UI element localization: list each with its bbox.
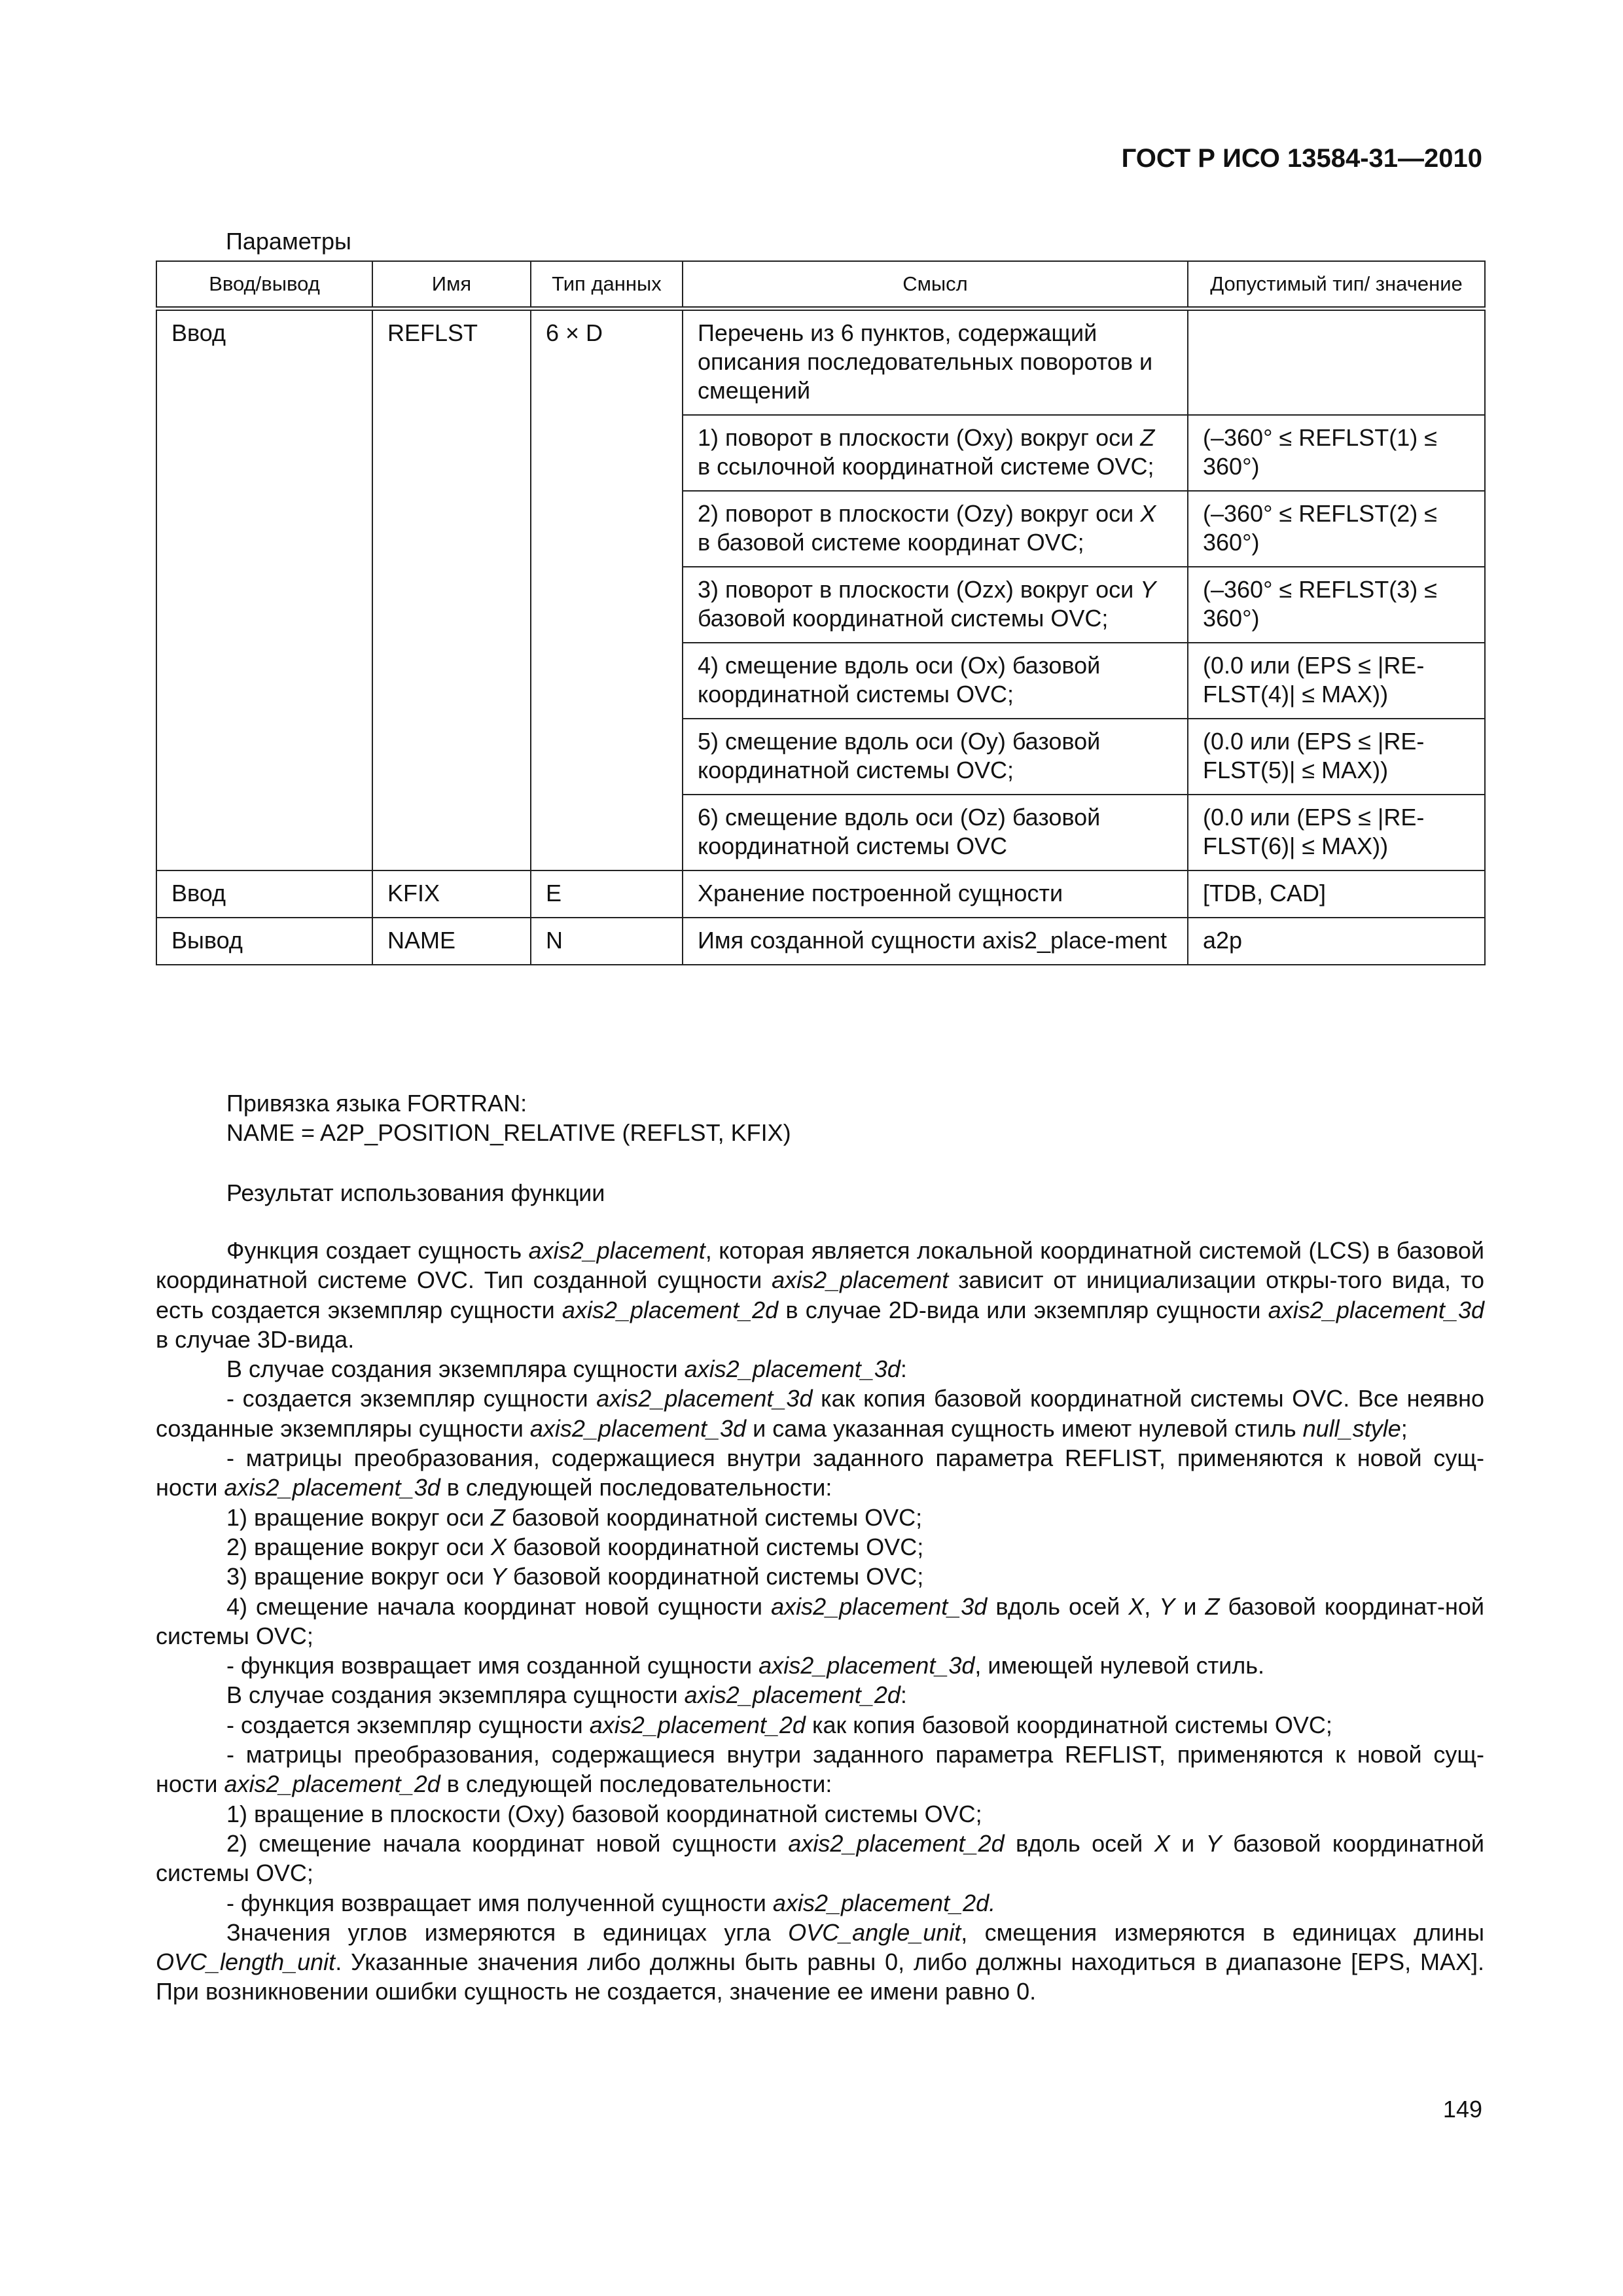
- cell-value: (0.0 или (EPS ≤ |RE-FLST(4)| ≤ MAX)): [1188, 643, 1485, 719]
- cell-value: [1188, 309, 1485, 416]
- table-row: [156, 567, 1485, 643]
- paragraph: 4) смещение начала координат новой сущности axis2_placement_3d вдоль осей X, Y и Z базовой координат-ной системы OVC;: [156, 1592, 1484, 1649]
- fortran-call: NAME = A2P_POSITION_RELATIVE (REFLST, KFIX): [226, 1119, 791, 1147]
- paragraph: 2) смещение начала координат новой сущности axis2_placement_2d вдоль осей X и Y базовой координатной системы OVC;: [156, 1829, 1484, 1887]
- paragraph: - создается экземпляр сущности axis2_placement_2d как копия базовой координатной системы OVC;: [226, 1711, 1332, 1738]
- header-value: Допустимый тип/ значение: [1188, 261, 1485, 309]
- fortran-title: Привязка языка FORTRAN:: [226, 1090, 527, 1117]
- document-header: ГОСТ Р ИСО 13584-31—2010: [1121, 144, 1482, 173]
- cell-meaning: 2) поворот в плоскости (Ozy) вокруг оси X в базовой системе координат OVC;: [683, 491, 1188, 567]
- table-row: [156, 415, 1485, 491]
- body-text: [156, 1236, 1484, 2007]
- params-label: Параметры: [226, 228, 351, 255]
- cell-meaning: 6) смещение вдоль оси (Oz) базовой координатной системы OVC: [683, 795, 1188, 870]
- cell-value: (–360° ≤ REFLST(1) ≤ 360°): [1188, 415, 1485, 491]
- cell-io: Ввод: [156, 870, 372, 918]
- paragraph: 1) вращение в плоскости (Oxy) базовой координатной системы OVC;: [226, 1800, 982, 1827]
- cell-meaning: Перечень из 6 пунктов, содержащий описания последовательных поворотов и смещений: [683, 309, 1188, 416]
- table-row: [156, 643, 1485, 719]
- header-meaning: Смысл: [683, 261, 1188, 309]
- paragraph: - матрицы преобразования, содержащиеся внутри заданного параметра REFLIST, применяются к новой сущ-ности axis2_placement_3d в следующей последовательности:: [156, 1444, 1484, 1501]
- cell-value: (–360° ≤ REFLST(2) ≤ 360°): [1188, 491, 1485, 567]
- cell-io: Ввод: [156, 309, 372, 416]
- cell-meaning: Хранение построенной сущности: [683, 870, 1188, 918]
- cell-name: KFIX: [372, 870, 531, 918]
- paragraph: - функция возвращает имя созданной сущности axis2_placement_3d, имеющей нулевой стиль.: [226, 1652, 1264, 1679]
- cell-meaning: 4) смещение вдоль оси (Ox) базовой координатной системы OVC;: [683, 643, 1188, 719]
- paragraph: Значения углов измеряются в единицах угла OVC_angle_unit, смещения измеряются в единицах длины OVC_length_unit. Указанные значения либо должны быть равны 0, либо должны находиться в диапазоне [EPS, MAX]. При возникновении ошибки сущность не создается, значение ее имени равно 0.: [156, 1918, 1484, 2005]
- paragraph: В случае создания экземпляра сущности axis2_placement_3d:: [226, 1355, 907, 1383]
- cell-value: (0.0 или (EPS ≤ |RE-FLST(6)| ≤ MAX)): [1188, 795, 1485, 870]
- table-header-row: [156, 261, 1485, 309]
- paragraph: В случае создания экземпляра сущности axis2_placement_2d:: [226, 1681, 907, 1709]
- paragraph: 1) вращение вокруг оси Z базовой координатной системы OVC;: [226, 1503, 923, 1531]
- table-row: [156, 309, 1485, 416]
- paragraph: 2) вращение вокруг оси X базовой координатной системы OVC;: [226, 1533, 924, 1560]
- table-row: [156, 918, 1485, 965]
- cell-meaning: 5) смещение вдоль оси (Oy) базовой координатной системы OVC;: [683, 719, 1188, 795]
- cell-name: REFLST: [372, 309, 531, 416]
- paragraph: - матрицы преобразования, содержащиеся внутри заданного параметра REFLIST, применяются к новой сущ-ности axis2_placement_2d в следующей последовательности:: [156, 1741, 1484, 1798]
- cell-value: (0.0 или (EPS ≤ |RE-FLST(5)| ≤ MAX)): [1188, 719, 1485, 795]
- cell-value: [TDB, CAD]: [1188, 870, 1485, 918]
- header-type: Тип данных: [531, 261, 683, 309]
- cell-type: 6 × D: [531, 309, 683, 416]
- cell-meaning: Имя созданной сущности axis2_place-ment: [683, 918, 1188, 965]
- header-io: Ввод/вывод: [156, 261, 372, 309]
- cell-type: N: [531, 918, 683, 965]
- header-name: Имя: [372, 261, 531, 309]
- cell-name: NAME: [372, 918, 531, 965]
- table-row: [156, 491, 1485, 567]
- cell-meaning: 3) поворот в плоскости (Ozx) вокруг оси Y базовой координатной системы OVC;: [683, 567, 1188, 643]
- cell-value: (–360° ≤ REFLST(3) ≤ 360°): [1188, 567, 1485, 643]
- fortran-binding: [156, 1088, 1484, 1148]
- result-section: [156, 1178, 1484, 1208]
- table-row: [156, 795, 1485, 870]
- cell-meaning: 1) поворот в плоскости (Oxy) вокруг оси Z в ссылочной координатной системе OVC;: [683, 415, 1188, 491]
- table-row: [156, 719, 1485, 795]
- cell-io: Вывод: [156, 918, 372, 965]
- cell-type: E: [531, 870, 683, 918]
- parameters-table: [156, 260, 1486, 965]
- paragraph: Функция создает сущность axis2_placement, которая является локальной координатной системой (LCS) в базовой координатной системе OVC. Тип созданной сущности axis2_placement зависит от инициализации откры-того вида, то есть создается экземпляр сущности axis2_placement_2d в случае 2D-вида или экземпляр сущности axis2_placement_3d в случае 3D-вида.: [156, 1237, 1485, 1353]
- paragraph: - создается экземпляр сущности axis2_placement_3d как копия базовой координатной системы OVC. Все неявно созданные экземпляры сущности axis2_placement_3d и сама указанная сущность имеют нулевой стиль null_style;: [156, 1385, 1484, 1442]
- page-number: 149: [1442, 2096, 1482, 2123]
- paragraph: - функция возвращает имя полученной сущности axis2_placement_2d.: [226, 1889, 996, 1916]
- cell-value: a2p: [1188, 918, 1485, 965]
- result-title: Результат использования функции: [226, 1179, 605, 1206]
- paragraph: 3) вращение вокруг оси Y базовой координатной системы OVC;: [226, 1563, 924, 1590]
- table-row: [156, 870, 1485, 918]
